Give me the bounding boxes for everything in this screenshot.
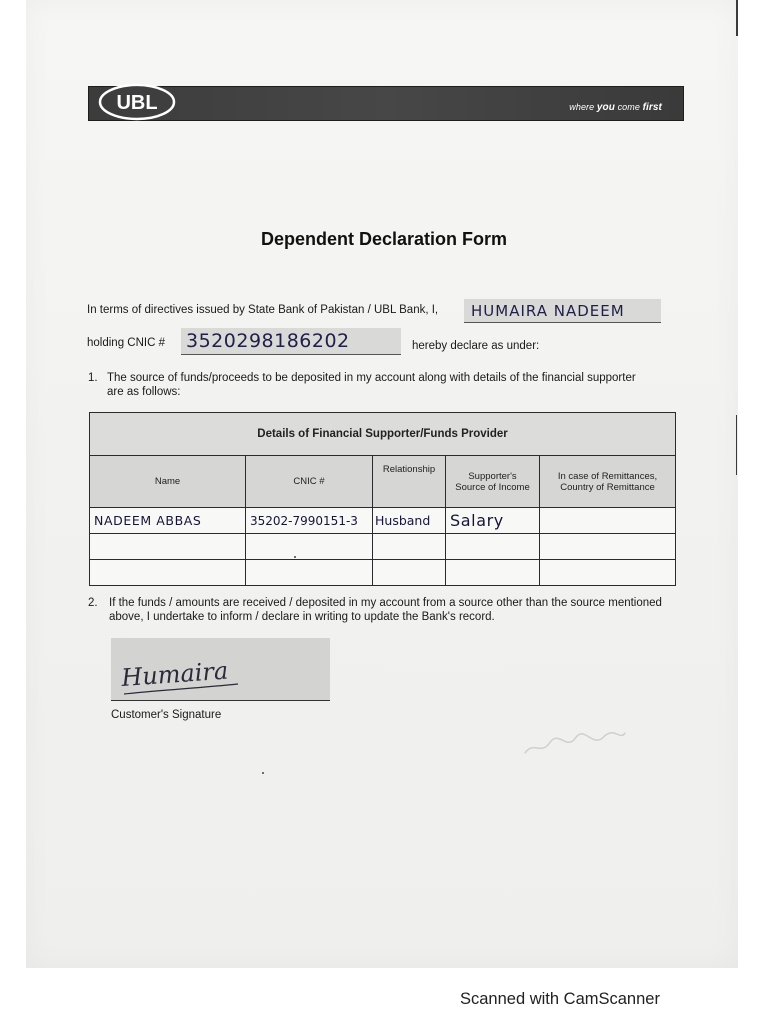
item1-line2: are as follows: [107,386,181,398]
header-tagline: where you come first [569,102,662,113]
table-row [90,560,676,586]
row1-relationship: Husband [373,508,446,534]
ubl-logo [96,80,178,124]
item2-number: 2. [88,597,98,609]
header-name: Name [90,456,246,508]
item1-number: 1. [88,372,98,384]
item1-line1: The source of funds/proceeds to be deposited in my account along with details of the financial supporter [107,372,636,384]
item2-line1: If the funds / amounts are received / deposited in my account from a source other than the source mentioned [109,597,662,609]
speck [262,772,264,774]
financial-supporter-table [89,412,676,586]
row3-remittance [540,560,676,586]
row1-remittance [540,508,676,534]
scanner-watermark: Scanned with CamScanner [460,990,660,1008]
customer-signature [120,650,250,700]
header-remittance: In case of Remittances, Country of Remittance [540,456,676,508]
speck [294,556,296,558]
header-source-of-income: Supporter's Source of Income [446,456,540,508]
row1-source: Salary [446,508,540,534]
table-row [90,534,676,560]
signature-line [111,700,330,701]
row2-relationship [373,534,446,560]
row3-source [446,560,540,586]
scan-edge-top [736,0,738,36]
row3-relationship [373,560,446,586]
declare-text: hereby declare as under: [412,340,540,352]
header-cnic: CNIC # [246,456,373,508]
intro-text: In terms of directives issued by State Bank of Pakistan / UBL Bank, I, [87,304,439,316]
holding-cnic-label: holding CNIC # [87,337,165,349]
row1-cnic: 35202-7990151-3 [246,508,373,534]
row2-remittance [540,534,676,560]
table-row [90,508,676,534]
row2-cnic [246,534,373,560]
header-relationship: Relationship [373,456,446,508]
logo-text: UBL [116,92,158,114]
row3-cnic [246,560,373,586]
row2-source [446,534,540,560]
declarant-name: HUMAIRA NADEEM [471,302,625,320]
declarant-cnic: 3520298186202 [186,330,350,352]
svg-text:Humaira: Humaira [120,656,230,692]
row1-name: NADEEM ABBAS [90,508,246,534]
table-title: Details of Financial Supporter/Funds Provider [90,413,676,456]
scan-edge-mid [736,415,737,475]
row2-name [90,534,246,560]
row3-name [90,560,246,586]
item2-line2: above, I undertake to inform / declare in writing to update the Bank's record. [109,611,495,623]
signature-label: Customer's Signature [111,709,222,721]
form-title: Dependent Declaration Form [260,229,508,249]
